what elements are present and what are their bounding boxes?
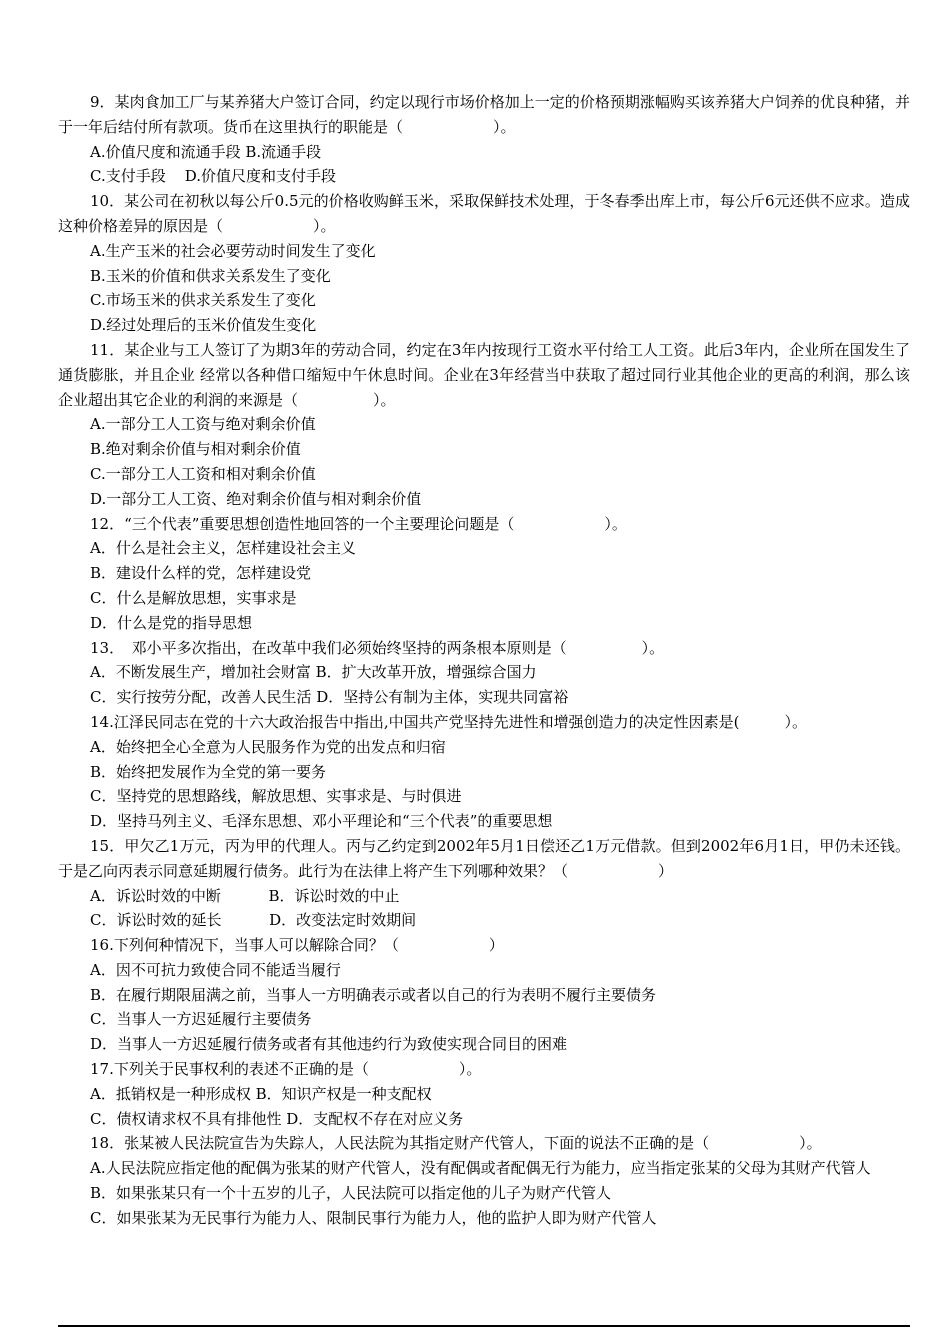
question-block <box>58 710 910 834</box>
answer-option: C.市场玉米的供求关系发生了变化 <box>90 291 316 310</box>
question-stem: 16.下列何种情况下，当事人可以解除合同？（ ） <box>90 936 504 955</box>
footer-divider <box>58 1325 910 1327</box>
answer-option: D.经过处理后的玉米价值发生变化 <box>90 316 317 335</box>
answer-option: D.一部分工人工资、绝对剩余价值与相对剩余价值 <box>90 489 422 508</box>
answer-option: A．诉讼时效的中断 B．诉讼时效的中止 <box>90 886 400 905</box>
answer-option: D．坚持马列主义、毛泽东思想、邓小平理论和“三个代表”的重要思想 <box>90 812 553 831</box>
question-stem: 11．某企业与工人签订了为期3年的劳动合同，约定在3年内按现行工资水平付给工人工资。此后3年内，企业所在国发生了通货膨胀，并且企业 经常以各种借口缩短中午休息时间。企业在3年经营当中获取了超过同行业其他企业的更高的利润，那么该企业超出其它企业的利润的来源是（ ）。 <box>58 340 910 409</box>
answer-option: B．建设什么样的党，怎样建设党 <box>90 564 312 583</box>
answer-option: A．什么是社会主义，怎样建设社会主义 <box>90 539 356 558</box>
answer-option: D．当事人一方迟延履行债务或者有其他违约行为致使实现合同目的困难 <box>90 1035 568 1054</box>
question-stem: 17.下列关于民事权利的表述不正确的是（ ）。 <box>90 1060 482 1079</box>
answer-option: A．不断发展生产，增加社会财富 B．扩大改革开放，增强综合国力 <box>90 663 537 682</box>
question-stem: 10．某公司在初秋以每公斤0.5元的价格收购鲜玉米，采取保鲜技术处理，于冬春季出库上市，每公斤6元还供不应求。造成这种价格差异的原因是（ ）。 <box>58 192 910 235</box>
answer-option: C.一部分工人工资和相对剩余价值 <box>90 464 316 483</box>
question-block <box>58 189 910 338</box>
question-stem: 9．某肉食加工厂与某养猪大户签订合同，约定以现行市场价格加上一定的价格预期涨幅购买该养猪大户饲养的优良种猪，并于一年后结付所有款项。货币在这里执行的职能是（ ）。 <box>58 93 910 136</box>
answer-option: C.支付手段 D.价值尺度和支付手段 <box>90 167 337 186</box>
answer-option: A.人民法院应指定他的配偶为张某的财产代管人，没有配偶或者配偶无行为能力，应当指定张某的父母为其财产代管人 <box>90 1159 871 1178</box>
answer-option: C．债权请求权不具有排他性 D．支配权不存在对应义务 <box>90 1109 464 1128</box>
question-block <box>58 338 910 512</box>
answer-option: B．始终把发展作为全党的第一要务 <box>90 762 327 781</box>
answer-option: C．诉讼时效的延长 D．改变法定时效期间 <box>90 911 417 930</box>
answer-option: C．坚持党的思想路线，解放思想、实事求是、与时俱进 <box>90 787 462 806</box>
answer-option: A.一部分工人工资与绝对剩余价值 <box>90 415 316 434</box>
answer-option: B．在履行期限届满之前，当事人一方明确表示或者以自己的行为表明不履行主要债务 <box>90 985 657 1004</box>
answer-option: D．什么是党的指导思想 <box>90 613 253 632</box>
answer-option: C．当事人一方迟延履行主要债务 <box>90 1010 312 1029</box>
answer-option: C．实行按劳分配，改善人民生活 D．坚持公有制为主体，实现共同富裕 <box>90 688 569 707</box>
question-stem: 15．甲欠乙1万元，丙为甲的代理人。丙与乙约定到2002年5月1日偿还乙1万元借款。但到2002年6月1日，甲仍未还钱。于是乙向丙表示同意延期履行债务。此行为在法律上将产生下列哪种效果？（ ） <box>58 836 910 880</box>
answer-option: C．如果张某为无民事行为能力人、限制民事行为能力人，他的监护人即为财产代管人 <box>90 1208 657 1227</box>
answer-option: B.绝对剩余价值与相对剩余价值 <box>90 440 301 459</box>
question-stem: 12．“三个代表”重要思想创造性地回答的一个主要理论问题是（ ）。 <box>90 514 627 533</box>
question-stem: 14.江泽民同志在党的十六大政治报告中指出,中国共产党坚持先进性和增强创造力的决定性因素是( ）。 <box>90 712 807 731</box>
question-block <box>58 636 910 710</box>
question-block <box>58 512 910 636</box>
question-block <box>58 933 910 1057</box>
answer-option: A．抵销权是一种形成权 B．知识产权是一种支配权 <box>90 1084 432 1103</box>
answer-option: C．什么是解放思想，实事求是 <box>90 588 297 607</box>
question-block <box>58 834 910 933</box>
answer-option: A．始终把全心全意为人民服务作为党的出发点和归宿 <box>90 737 446 756</box>
question-stem: 13． 邓小平多次指出，在改革中我们必须始终坚持的两条根本原则是（ ）。 <box>90 638 665 657</box>
answer-option: A.价值尺度和流通手段 B.流通手段 <box>90 142 322 161</box>
document-page <box>58 90 910 1231</box>
answer-option: B.玉米的价值和供求关系发生了变化 <box>90 266 331 285</box>
question-stem: 18．张某被人民法院宣告为失踪人，人民法院为其指定财产代管人，下面的说法不正确的是（ ）。 <box>90 1134 822 1153</box>
answer-option: A．因不可抗力致使合同不能适当履行 <box>90 960 341 979</box>
question-block <box>58 1131 910 1230</box>
question-block <box>58 90 910 189</box>
answer-option: B．如果张某只有一个十五岁的儿子，人民法院可以指定他的儿子为财产代管人 <box>90 1184 612 1203</box>
answer-option: A.生产玉米的社会必要劳动时间发生了变化 <box>90 241 376 260</box>
question-block <box>58 1057 910 1131</box>
